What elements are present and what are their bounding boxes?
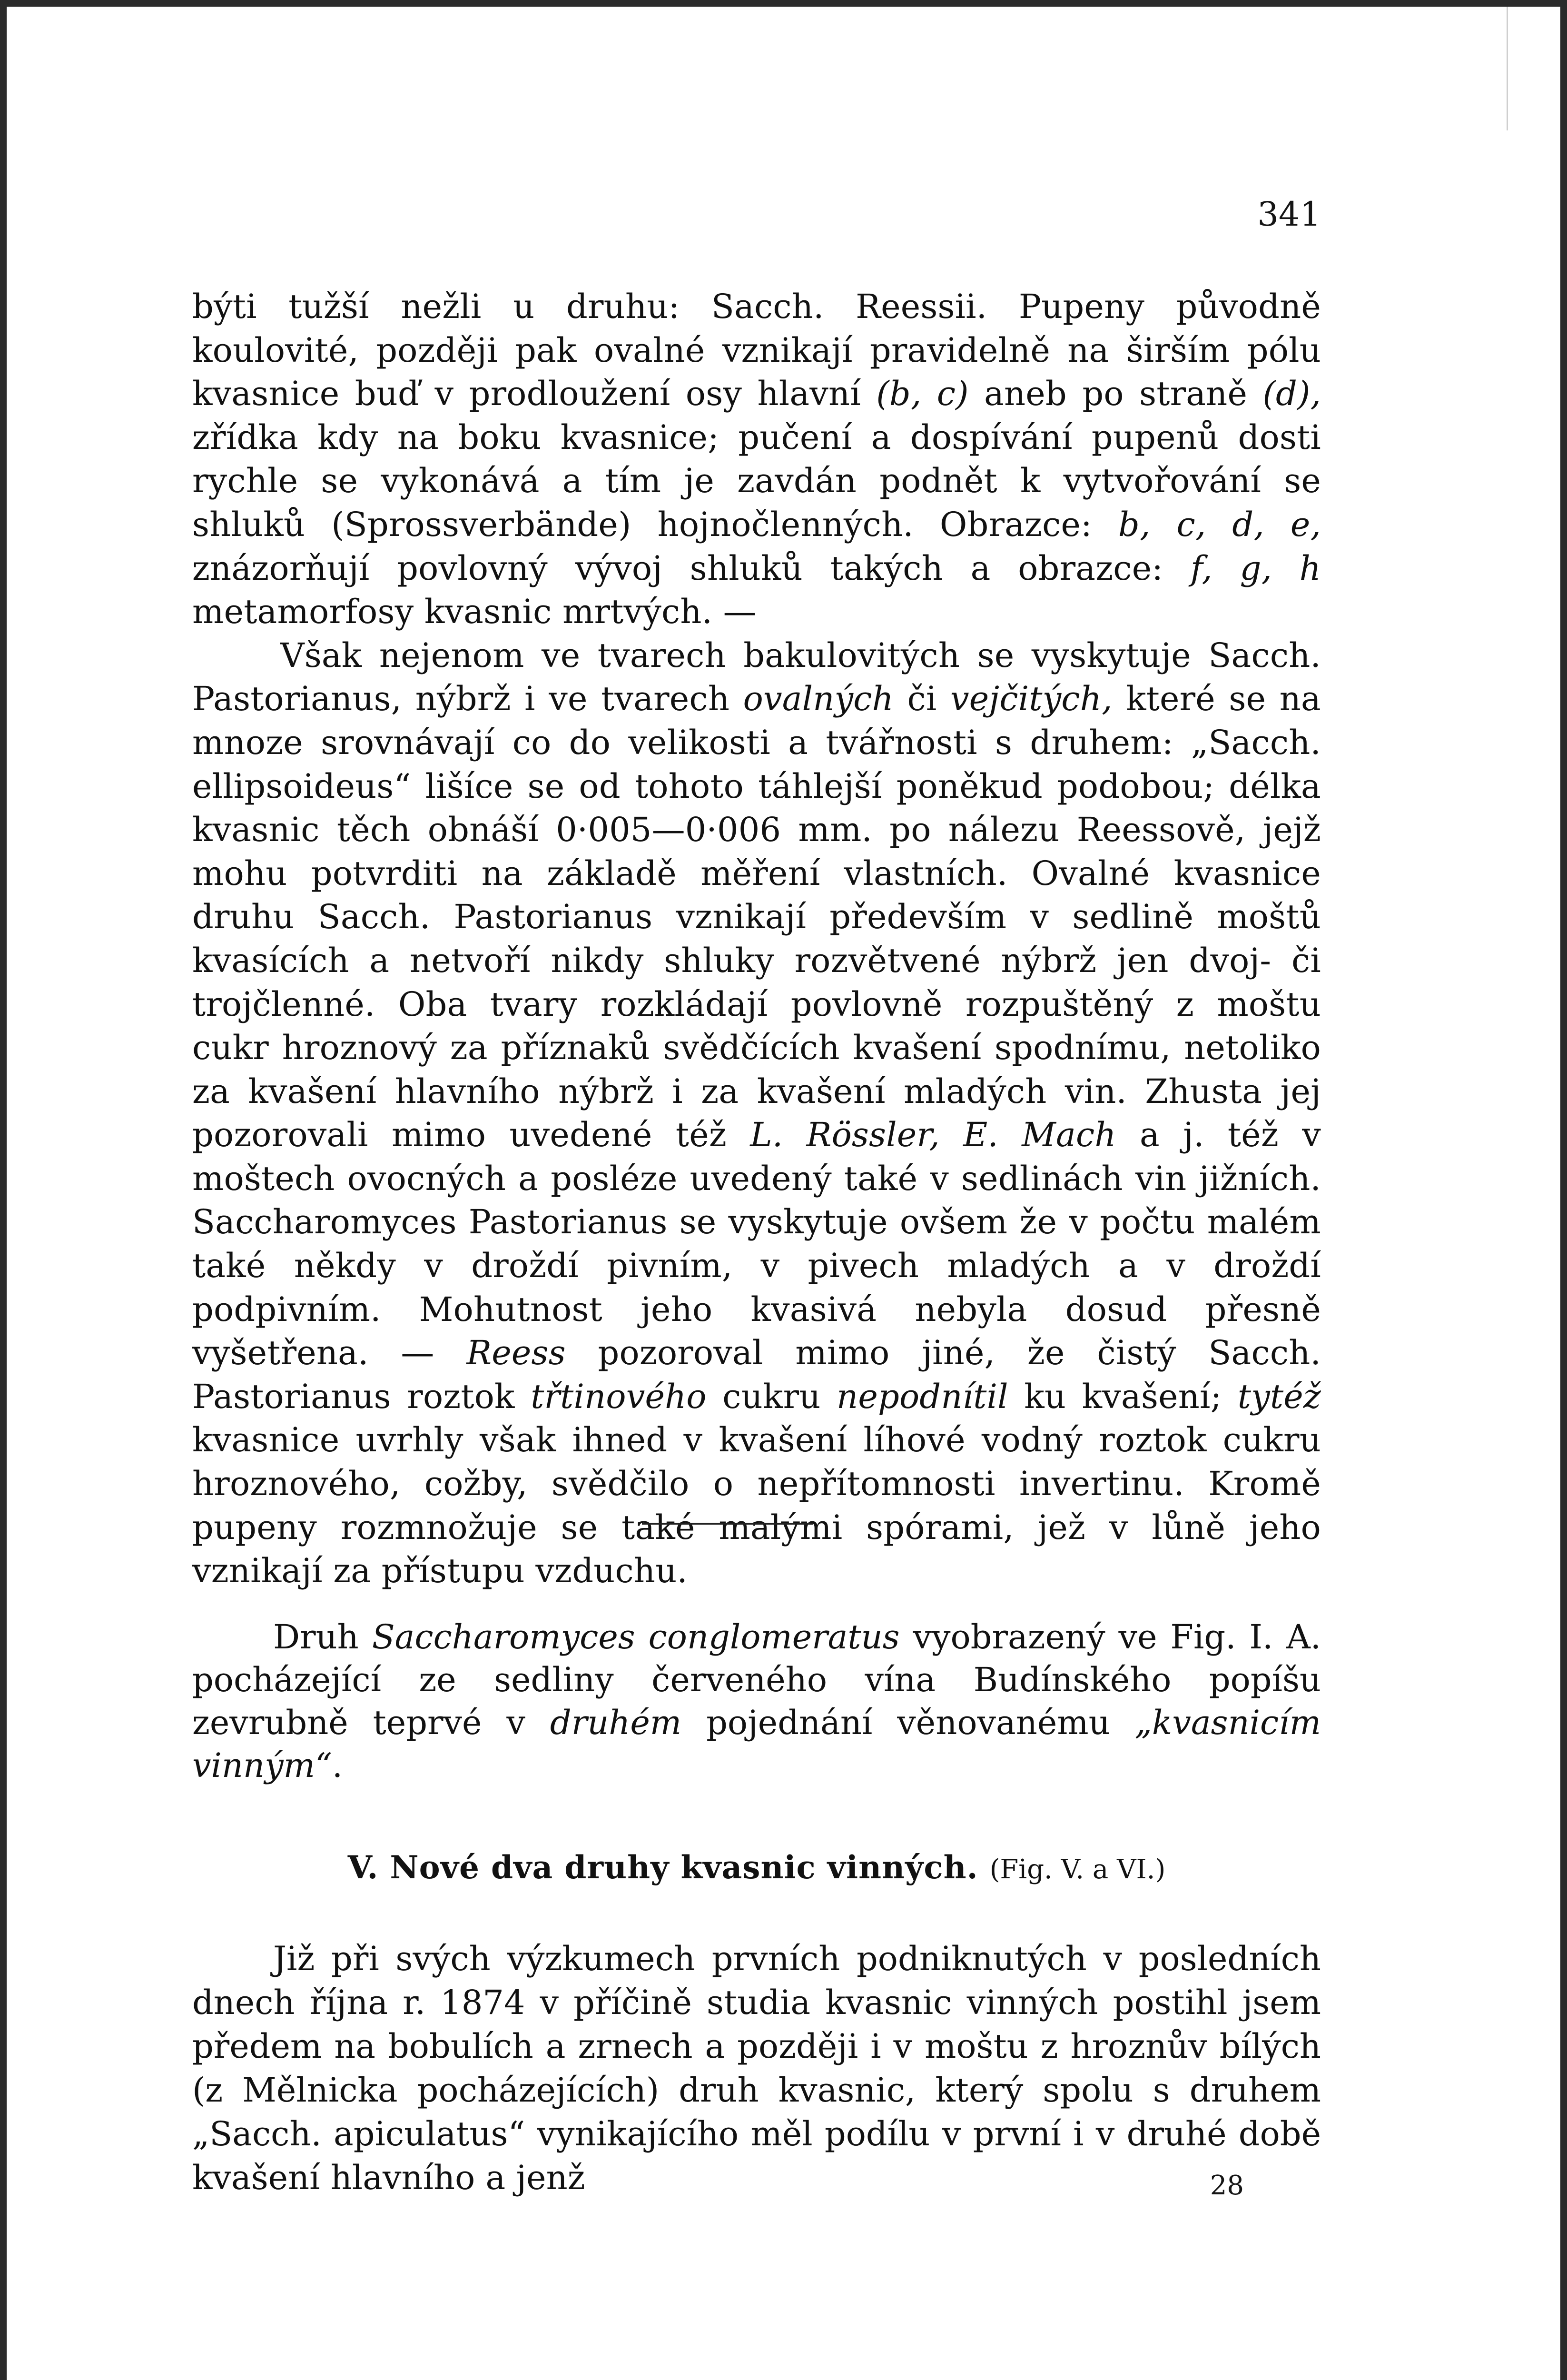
text-run: Druh: [273, 1617, 372, 1656]
text-run: znázorňují povlovný vývoj shluků takých a obrazce:: [192, 548, 1191, 588]
note-text: [192, 1616, 1321, 1787]
text-run: pozoroval mimo jiné, že čistý Sacch. Pastorianus roztok: [192, 1333, 1321, 1416]
text-run: a j. též v moštech ovocných a posléze uvedený také v sedlinách vin jižních. Saccharomyces Pastorianus se vyskytuje ovšem že v počtu malém také někdy v droždí pivním, v pivech mladých a v droždí podpivním. Mohutnost jeho kvasivá nebyla dosud přesně vyšetřena. —: [192, 1115, 1321, 1373]
body-text: [192, 285, 1321, 1593]
italic-run: (b, c): [876, 374, 969, 414]
section-heading: [192, 1849, 1321, 1886]
italic-run: vejčitých,: [950, 679, 1113, 719]
text-run: cukru: [706, 1377, 837, 1416]
text-run: které se na mnoze srovnávají co do velikosti a tvářnosti s druhem: „Sacch. ellipsoideus“ lišíce se od tohoto táhlejší poněkud podobou; délka kvasnic těch obnáší 0·005—0·006 mm. po nálezu Reessově, jejž mohu potvrditi na základě měření vlastních. Ovalné kvasnice druhu Sacch. Pastorianus vznikají především v sedlině moštů kvasících a netvoří nikdy shluky rozvětvené nýbrž jen dvoj- či trojčlenné. Oba tvary rozkládají povlovně rozpuštěný z moštu cukr hroznový za příznaků svědčících kvašení spodnímu, netoliko za kvašení hlavního nýbrž i za kvašení mladých vin. Zhusta jej pozorovali mimo uvedené též: [192, 679, 1321, 1155]
italic-run: tytéž: [1237, 1377, 1321, 1416]
text-run: kvasnice uvrhly však ihned v kvašení líhové vodný roztok cukru hroznového, cožby, svědčilo o nepřítomnosti invertinu. Kromě pupeny rozmnožuje se také malými spórami, jež v lůně jeho vznikají za přístupu vzduchu.: [192, 1420, 1321, 1591]
italic-run: druhém: [550, 1703, 682, 1742]
text-run: .: [332, 1746, 343, 1785]
section-body: [192, 1937, 1321, 2200]
italic-run: třtinového: [531, 1377, 707, 1416]
italic-run: nepodnítil: [837, 1377, 1008, 1416]
page-number: 341: [1257, 195, 1321, 234]
italic-run: L. Rössler, E. Mach: [750, 1115, 1116, 1155]
text-run: ku kvašení;: [1008, 1377, 1238, 1416]
italic-run: Saccharomyces conglomeratus: [372, 1617, 900, 1656]
section-paragraph: Již při svých výzkumech prvních podniknutých v posledních dnech října r. 1874 v příčině studia kvasnic vinných postihl jsem předem na bobulích a zrnech a později i v moštu z hroznův bílých (z Mělnicka pocházejících) druh kvasnic, který spolu s druhem „Sacch. apiculatus“ vynikajícího měl podílu v první i v druhé době kvašení hlavního a jenž: [192, 1939, 1321, 2197]
note-paragraph: [192, 1616, 1321, 1787]
text-run: pojednání věnovanému: [681, 1703, 1135, 1742]
text-run: vyobrazený ve Fig. I. A. pocházející ze sedliny červeného vína Budínského popíšu zevrubně teprvé v: [192, 1617, 1321, 1742]
text-run: býti tužší nežli u druhu: Sacch. Reessii. Pupeny původně koulovité, později pak ovalné vznikají pravidelně na širším pólu kvasnice buď v prodloužení osy hlavní: [192, 287, 1321, 414]
book-page: [7, 7, 1560, 2380]
italic-run: „kvasnicím vinným“: [192, 1703, 1321, 1785]
text-run: zřídka kdy na boku kvasnice; pučení a dospívání pupenů dosti rychle se vykonává a tím je zavdán podnět k vytvořování se shluků (Sprossverbände) hojnočlenných. Obrazce:: [192, 417, 1321, 544]
italic-run: f, g, h: [1190, 548, 1321, 588]
section-divider: [642, 1523, 813, 1525]
page-edge-artifact: [1507, 7, 1560, 130]
italic-run: b, c, d, e,: [1118, 505, 1321, 544]
text-run: či: [893, 679, 951, 719]
figure-reference: (Fig. V. a VI.): [989, 1854, 1166, 1885]
text-run: Však nejenom ve tvarech bakulovitých se vyskytuje Sacch. Pastorianus, nýbrž i ve tvarech: [192, 635, 1321, 719]
paragraph-1: [192, 285, 1321, 634]
italic-run: ovalných: [743, 679, 894, 719]
italic-run: Reess: [466, 1333, 566, 1373]
paragraph-2: [192, 634, 1321, 1593]
printer-signature-mark: 28: [1210, 2170, 1244, 2201]
section-title: V. Nové dva druhy kvasnic vinných.: [347, 1849, 978, 1886]
text-run: aneb po straně: [968, 374, 1263, 414]
italic-run: (d),: [1262, 374, 1321, 414]
text-run: metamorfosy kvasnic mrtvých. —: [192, 592, 757, 632]
